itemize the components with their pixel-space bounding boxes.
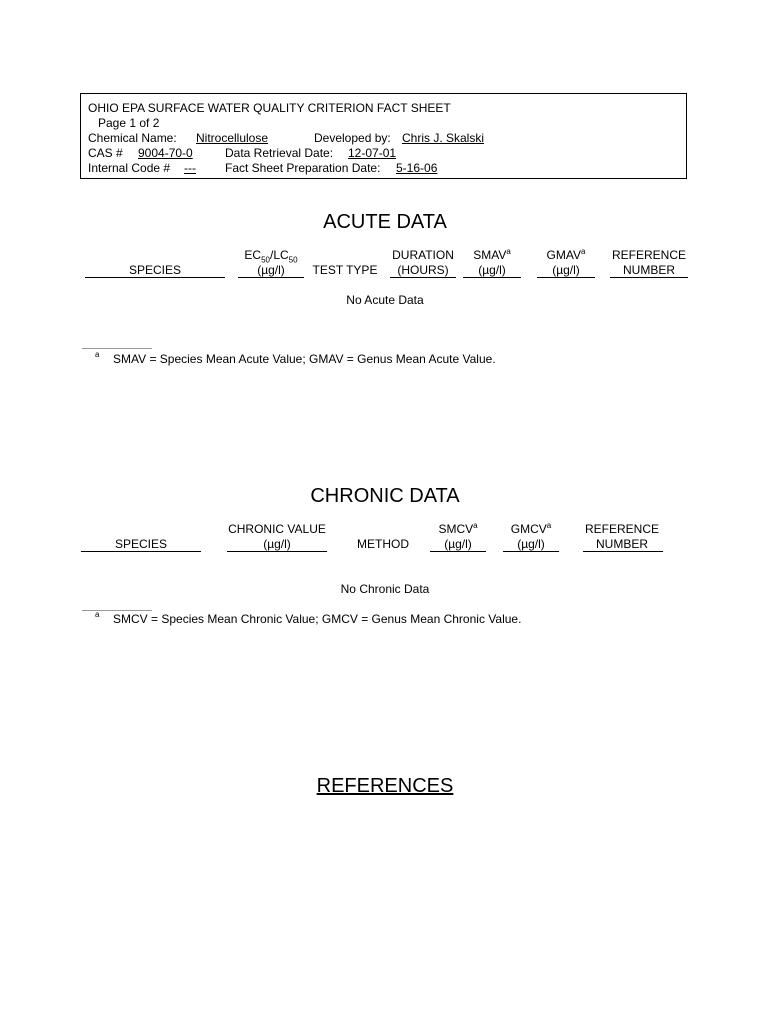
smav-sup: a [506,247,511,256]
acute-reference-rule [610,277,688,278]
sheet-title: OHIO EPA SURFACE WATER QUALITY CRITERION FACT SHEET [88,101,451,115]
ec-sub: 50 [261,255,270,265]
acute-footnote-mark: a [95,350,100,359]
chronic-col-gmcv-unit: (µg/l) [517,537,545,551]
chronic-col-species: SPECIES [114,537,168,551]
chronic-heading [0,484,770,508]
smcv-sup: a [473,521,478,530]
acute-col-test-type: TEST TYPE [312,263,378,277]
chronic-footnote-mark: a [95,610,100,619]
chronic-col-number: NUMBER [595,537,648,551]
gmav-text: GMAV [546,248,581,262]
chemical-name-label: Chemical Name: [88,131,177,145]
acute-heading-text: ACUTE DATA [323,211,447,233]
acute-footnote: SMAV = Species Mean Acute Value; GMAV = Genus Mean Acute Value. [113,352,496,366]
internal-code-value: --- [184,161,196,175]
smav-text: SMAV [473,248,507,262]
chronic-no-data: No Chronic Data [340,582,430,596]
chronic-col-reference: REFERENCE [584,522,659,536]
lc-sub: 50 [288,255,298,265]
acute-col-species: SPECIES [128,263,182,277]
internal-code-label: Internal Code # [88,161,171,175]
acute-ec50-rule [238,277,304,278]
ec-text: EC [244,248,262,262]
acute-no-data: No Acute Data [346,293,424,307]
developed-by-label: Developed by: [314,131,391,145]
chronic-heading-text: CHRONIC DATA [310,485,460,507]
page-indicator: Page 1 of 2 [98,116,160,130]
acute-gmav-rule [537,277,595,278]
acute-footnote-rule [82,348,152,349]
prep-date-label: Fact Sheet Preparation Date: [225,161,381,175]
chronic-col-value-unit: (µg/l) [263,537,291,551]
chronic-col-smcv-unit: (µg/l) [444,537,472,551]
acute-col-number: NUMBER [622,263,675,277]
acute-col-smav-unit: (µg/l) [478,263,506,277]
references-heading [0,774,770,798]
references-heading-text: REFERENCES [316,775,454,797]
chronic-col-method: METHOD [357,537,409,551]
cas-label: CAS # [88,146,123,160]
chronic-reference-rule [583,551,663,552]
acute-smav-rule [463,277,521,278]
acute-col-smav [463,248,521,263]
acute-col-hours: (HOURS) [397,263,449,277]
smcv-text: SMCV [438,522,474,536]
acute-col-ec50 [238,248,304,263]
chronic-value-rule [227,551,327,552]
gmcv-text: GMCV [510,522,547,536]
gmcv-sup: a [546,521,552,530]
chronic-col-value: CHRONIC VALUE [228,522,326,536]
acute-heading [0,210,770,234]
chronic-smcv-rule [430,551,486,552]
developed-by-value: Chris J. Skalski [402,131,485,145]
acute-duration-rule [390,277,456,278]
acute-col-reference: REFERENCE [611,248,686,262]
retrieval-date-value: 12-07-01 [348,146,397,160]
chronic-footnote: SMCV = Species Mean Chronic Value; GMCV = Genus Mean Chronic Value. [113,612,522,626]
acute-col-gmav-unit: (µg/l) [552,263,580,277]
gmav-sup: a [581,247,586,256]
cas-value: 9004-70-0 [138,146,193,160]
acute-col-gmav [537,248,595,263]
lc-text: /LC [269,248,289,262]
retrieval-date-label: Data Retrieval Date: [225,146,334,160]
chemical-name-value: Nitrocellulose [196,131,269,145]
acute-species-rule [85,277,225,278]
chronic-footnote-rule [82,610,152,611]
prep-date-value: 5-16-06 [396,161,438,175]
acute-col-duration: DURATION [392,248,454,262]
chronic-gmcv-rule [503,551,559,552]
chronic-species-rule [81,551,201,552]
chronic-col-smcv [430,522,486,537]
acute-col-ec50-unit: (µg/l) [257,263,285,277]
chronic-col-gmcv [503,522,559,537]
